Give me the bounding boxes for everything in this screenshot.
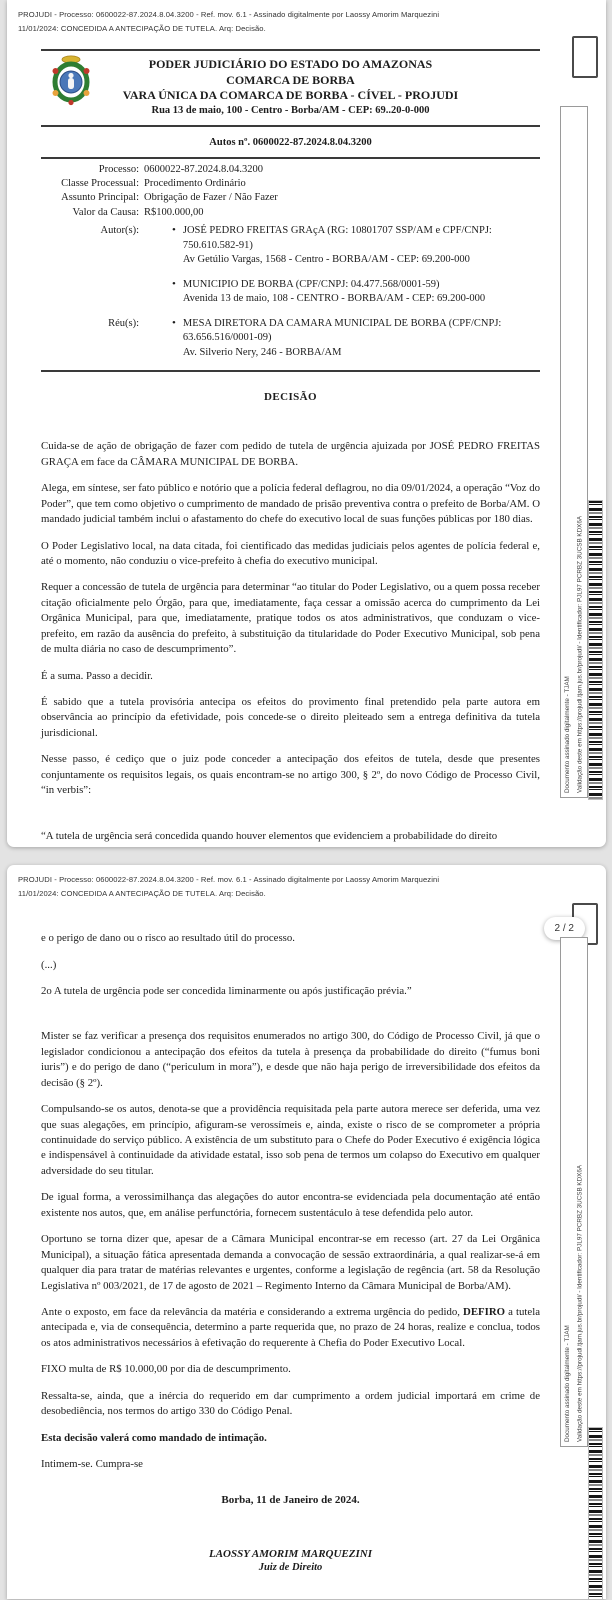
defiro-pre: Ante o exposto, em face da relevância da matéria e considerando a extrema urgência do pedido, — [41, 1305, 464, 1318]
paragraph: Ressalta-se, ainda, que a inércia do requerido em dar cumprimento a ordem judicial importará em crime de desobediência, nos termos do artigo 330 do Código Penal. — [41, 1389, 540, 1418]
paragraph: FIXO multa de R$ 10.000,00 por dia de descumprimento. — [41, 1363, 291, 1376]
paragraph: Intimem-se. Cumpra-se — [41, 1458, 143, 1471]
paragraph: e o perigo de dano ou o risco ao resultado útil do processo. — [41, 932, 295, 945]
judge-signature-title: Juiz de Direito — [258, 1562, 323, 1574]
party-name: JOSÉ PEDRO FREITAS GRAçA (RG: 10801707 SSP/AM e CPF/CNPJ: 750.610.582-91) — [182, 225, 492, 251]
meta-value: 0600022-87.2024.8.04.3200 — [144, 163, 263, 175]
decision-body-page-2 — [41, 931, 540, 1472]
digital-signature-text — [561, 107, 588, 797]
paragraph: Cuida-se de ação de obrigação de fazer com pedido de tutela de urgência ajuizada por JOSÉ PEDRO FREITAS GRAÇA em face da CÂMARA MUNICIPAL DE BORBA. — [41, 440, 540, 468]
party-name: MUNICIPIO DE BORBA (CPF/CNPJ: 04.477.568/0001-59) — [182, 278, 440, 290]
signature-strip-line-2: Validação deste em https://projudi.tjam.jus.br/projudi/ - Identificador: PJL97 PCRBZ 3UCSB KDX6A — [576, 515, 584, 793]
autor-row-1 — [41, 224, 540, 267]
party-address: Av Getúlio Vargas, 1568 - Centro - BORBA/AM - CEP: 69.200-000 — [182, 254, 470, 266]
letterhead-address: Rua 13 de maio, 100 - Centro - Borba/AM - CEP: 69..20-0-000 — [151, 104, 430, 116]
reu-label: Réu(s): — [108, 317, 139, 329]
meta-label: Processo: — [98, 163, 139, 175]
paragraph: É sabido que a tutela provisória antecipa os efeitos do provimento final pretendido pela parte autora em observância ao princípio da efetividade, pois concede-se o direito pleiteado sem a entrega definitiva da tutela jurisdicional. — [41, 696, 540, 739]
document-page-2 — [7, 865, 606, 1599]
meta-row-valor — [41, 206, 540, 220]
court-letterhead — [41, 49, 540, 126]
digital-signature-text — [561, 938, 588, 1446]
paragraph: Nesse passo, é cediço que o juiz pode conceder a antecipação dos efeitos de tutela, desde que presentes conjuntamente os requisitos legais, os quais encontram-se no artigo 300, § 2º, do novo Código de Processo Civil, “in verbis”: — [41, 753, 540, 797]
page-indicator-box — [572, 36, 598, 78]
tjam-coat-of-arms-icon — [49, 54, 93, 111]
autor-label: Autor(s): — [100, 225, 139, 237]
meta-row-processo — [41, 163, 540, 177]
mandado-paragraph: Esta decisão valerá como mandado de intimação. — [41, 1431, 267, 1444]
meta-row-assunto — [41, 191, 540, 205]
letterhead-line-1: PODER JUDICIÁRIO DO ESTADO DO AMAZONAS — [148, 57, 433, 72]
party-entry — [176, 224, 513, 267]
meta-label: Classe Processual: — [61, 178, 139, 189]
bullet-icon: • — [172, 316, 176, 329]
stamp-line-1: PROJUDI - Processo: 0600022-87.2024.8.04.3200 - Ref. mov. 6.1 - Assinado digitalmente por Laossy Amorim Marquezini — [18, 875, 440, 884]
paragraph: Oportuno se torna dizer que, apesar de a Câmara Municipal encontrar-se em recesso (art. 27 da Lei Orgânica Municipal), a situação fática apresentada demanda a convocação de sessão extraordinária, a qual realizar-se-á em qualquer dia para tratar de matérias relevantes e urgentes, conforme a legislação de regência (art. 58 da Resolução Legislativa nº 003/2021, de 17 de agosto de 2021 – Regimento Interno da Câmara Municipal de Borba/AM). — [41, 1233, 540, 1292]
party-entry — [176, 317, 513, 360]
paragraph: Alega, em síntese, ser fato público e notório que a polícia federal deflagrou, no dia 09/01/2024, a operação “Voz do Poder”, que tem como objetivo o cumprimento de mandado de prisão preventiva contra o prefeito de Borba/AM. O mandado judicial também inclui o afastamento do chefe do executivo local de suas funções públicas por 180 dias. — [41, 482, 540, 526]
autor-row-2 — [41, 278, 540, 307]
paragraph: Requer a concessão de tutela de urgência para determinar “ao titular do Poder Legislativo, ou a quem possa receber citação oficialmente pelo Órgão, para que, imediatamente, faça cessar a omissão acerca do cumprimento da Lei Orgânica Municipal, para que, imediatamente, pratique todos os atos administrativos, que conduzam o vice-prefeito, em razão da ausência do prefeito, à substituição da titularidade do Poder Executivo Municipal, sob pena de multa diária no caso de descumprimento”. — [41, 581, 540, 656]
meta-label: Assunto Principal: — [61, 192, 139, 204]
signature-strip-line-1: Documento assinado digitalmente - TJAM — [564, 676, 571, 793]
party-name: MESA DIRETORA DA CAMARA MUNICIPAL DE BORBA (CPF/CNPJ: 63.656.516/0001-09) — [182, 317, 502, 344]
case-metadata — [41, 157, 540, 373]
reu-row-1 — [41, 317, 540, 360]
page-2-content — [7, 931, 606, 1573]
projudi-stamp-header — [7, 865, 606, 901]
paragraph: De igual forma, a verossimilhança das alegações do autor encontra-se evidenciada pela documentação até então existente nos autos, que, em análise perfunctória, fornecem sustentáculo à tese defendida pelo autor. — [41, 1191, 540, 1219]
quote-paragraph: “A tutela de urgência será concedida quando houver elementos que evidenciem a probabilidade do direito — [41, 829, 498, 842]
paragraph: (...) — [41, 958, 57, 971]
paragraph: É a suma. Passo a decidir. — [41, 669, 153, 682]
date-line: Borba, 11 de Janeiro de 2024. — [221, 1494, 360, 1507]
defiro-post: a tutela antecipada e, via de consequência, determino a parte requerida que, no prazo de 24 horas, realize e conclua, todos os atos administrativos necessários à efetivação do requerente à Chefia do Poder Executivo Local. — [41, 1305, 540, 1349]
paragraph: O Poder Legislativo local, na data citada, foi cientificado das medidas judiciais pelos agentes de polícia federal e, até o momento, não conduziu o vice-prefeito à chefia do executivo municipal. — [41, 539, 540, 567]
bullet-icon: • — [172, 277, 176, 290]
letterhead-line-2: COMARCA DE BORBA — [226, 72, 355, 87]
party-address: Av. Silverio Nery, 246 - BORBA/AM — [182, 346, 342, 358]
judge-signature-name: LAOSSY AMORIM MARQUEZINI — [208, 1548, 372, 1561]
case-number-heading: Autos nº. 0600022-87.2024.8.04.3200 — [209, 136, 372, 148]
signature-strip-line-2: Validação deste em https://projudi.tjam.jus.br/projudi/ - Identificador: PJL97 PCRBZ 3UCSB KDX6A — [576, 1164, 584, 1442]
stamp-line-1: PROJUDI - Processo: 0600022-87.2024.8.04.3200 - Ref. mov. 6.1 - Assinado digitalmente por Laossy Amorim Marquezini — [18, 10, 440, 19]
document-page-1 — [7, 0, 606, 847]
page-1-content — [7, 49, 606, 844]
meta-row-classe — [41, 177, 540, 191]
signature-strip-line-1: Documento assinado digitalmente - TJAM — [564, 1325, 571, 1442]
paragraph: Compulsando-se os autos, denota-se que a providência requisitada pela parte autora merece ser deferida, uma vez que suas alegações, em princípio, afiguram-se verossímeis e, ainda, existe o risco de se comprometer a própria continuidade do serviço público. A existência de um substituto para o Chefe do Poder Executivo é exigência lógica e indispensável à continuidade da atividade estatal, isso sob pena de termos um colapso do Executivo em qualquer adversidade do seu titular. — [41, 1103, 540, 1177]
stamp-line-2: 11/01/2024: CONCEDIDA A ANTECIPAÇÃO DE TUTELA. Arq: Decisão. — [18, 24, 266, 34]
party-address: Avenida 13 de maio, 108 - CENTRO - BORBA/AM - CEP: 69.200-000 — [182, 293, 486, 305]
meta-label: Valor da Causa: — [72, 206, 139, 218]
digital-signature-strip — [560, 106, 588, 798]
meta-value: R$100.000,00 — [144, 206, 204, 218]
bullet-icon: • — [172, 224, 176, 237]
letterhead-line-3: VARA ÚNICA DA COMARCA DE BORBA - CÍVEL - PROJUDI — [122, 88, 459, 103]
page-number-badge: 2 / 2 — [544, 917, 585, 940]
meta-value: Procedimento Ordinário — [144, 178, 246, 189]
decision-title: DECISÃO — [264, 391, 317, 404]
defiro-keyword: DEFIRO — [463, 1305, 506, 1318]
projudi-stamp-header — [7, 0, 606, 36]
meta-value: Obrigação de Fazer / Não Fazer — [144, 192, 278, 204]
paragraph: Mister se faz verificar a presença dos requisitos enumerados no artigo 300, do Código de Processo Civil, já que o legislador condicionou a antecipação dos efeitos da tutela à presença da probabilidade do direito (“fumus boni iuris”) e do perigo de dano (“periculum in mora”), e desde que não haja perigo de irreversibilidade dos efeitos da decisão (§ 2º). — [41, 1030, 540, 1089]
party-entry — [176, 278, 485, 307]
validation-barcode — [588, 500, 603, 800]
stamp-line-2: 11/01/2024: CONCEDIDA A ANTECIPAÇÃO DE TUTELA. Arq: Decisão. — [18, 889, 266, 899]
defiro-paragraph — [41, 1305, 540, 1351]
decision-body-page-1 — [41, 439, 540, 844]
autor-label-spacer — [41, 278, 139, 307]
paragraph: 2o A tutela de urgência pode ser concedida liminarmente ou após justificação prévia.” — [41, 984, 412, 997]
digital-signature-strip — [560, 937, 588, 1447]
validation-barcode — [588, 1427, 603, 1600]
